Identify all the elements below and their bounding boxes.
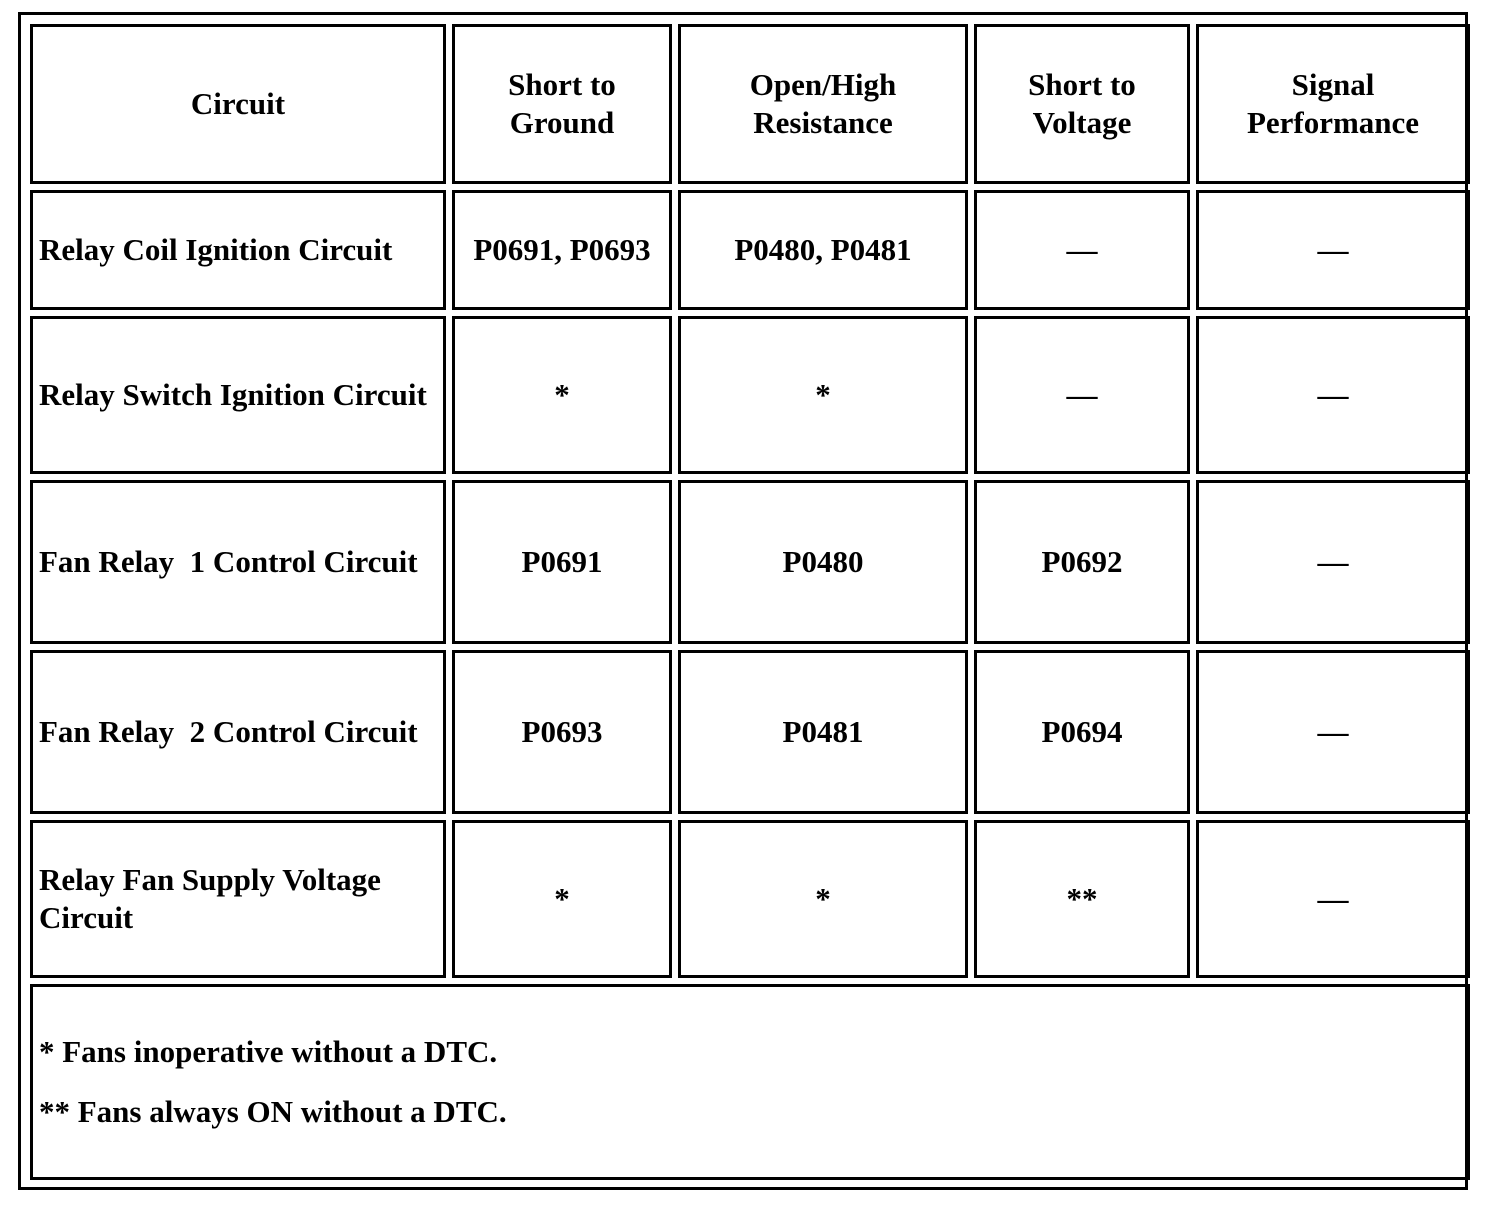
- circuit-cell: Fan Relay 1 Control Circuit: [30, 480, 446, 644]
- note-double-asterisk: ** Fans always ON without a DTC.: [39, 1094, 507, 1129]
- circuit-cell: Fan Relay 2 Control Circuit: [30, 650, 446, 814]
- open-high-resistance-cell: *: [678, 316, 968, 474]
- table-row: [30, 480, 1470, 644]
- header-open-high-resistance-text: Open/High Resistance: [749, 67, 897, 140]
- header-short-to-voltage-text: Short to Voltage: [1028, 67, 1136, 140]
- header-signal-performance: [1196, 24, 1470, 184]
- short-to-ground-cell: P0691, P0693: [452, 190, 672, 310]
- short-to-voltage-cell: P0692: [974, 480, 1190, 644]
- table-row: [30, 316, 1470, 474]
- header-short-to-ground: [452, 24, 672, 184]
- dtc-table-frame: [18, 12, 1468, 1190]
- table-row: [30, 190, 1470, 310]
- signal-performance-cell: —: [1196, 480, 1470, 644]
- circuit-cell: Relay Fan Supply Voltage Circuit: [30, 820, 446, 978]
- short-to-ground-cell: *: [452, 316, 672, 474]
- notes-cell: [30, 984, 1470, 1180]
- header-open-high-resistance: [678, 24, 968, 184]
- open-high-resistance-cell: *: [678, 820, 968, 978]
- table-row: [30, 650, 1470, 814]
- open-high-resistance-cell: P0480, P0481: [678, 190, 968, 310]
- short-to-ground-cell: P0693: [452, 650, 672, 814]
- signal-performance-cell: —: [1196, 190, 1470, 310]
- note-single-asterisk: * Fans inoperative without a DTC.: [39, 1034, 498, 1069]
- signal-performance-cell: —: [1196, 650, 1470, 814]
- circuit-cell: Relay Coil Ignition Circuit: [30, 190, 446, 310]
- open-high-resistance-cell: P0480: [678, 480, 968, 644]
- short-to-voltage-cell: —: [974, 190, 1190, 310]
- short-to-ground-cell: *: [452, 820, 672, 978]
- short-to-voltage-cell: **: [974, 820, 1190, 978]
- signal-performance-cell: —: [1196, 820, 1470, 978]
- signal-performance-cell: —: [1196, 316, 1470, 474]
- header-signal-performance-text: Signal Performance: [1246, 67, 1420, 140]
- circuit-cell: Relay Switch Ignition Circuit: [30, 316, 446, 474]
- short-to-ground-cell: P0691: [452, 480, 672, 644]
- header-short-to-ground-text: Short to Ground: [508, 67, 616, 140]
- header-circuit: Circuit: [30, 24, 446, 184]
- table-row: [30, 820, 1470, 978]
- open-high-resistance-cell: P0481: [678, 650, 968, 814]
- short-to-voltage-cell: P0694: [974, 650, 1190, 814]
- header-short-to-voltage: [974, 24, 1190, 184]
- short-to-voltage-cell: —: [974, 316, 1190, 474]
- notes-row: [30, 984, 1470, 1180]
- header-row: [30, 24, 1470, 184]
- dtc-table: [24, 18, 1476, 1186]
